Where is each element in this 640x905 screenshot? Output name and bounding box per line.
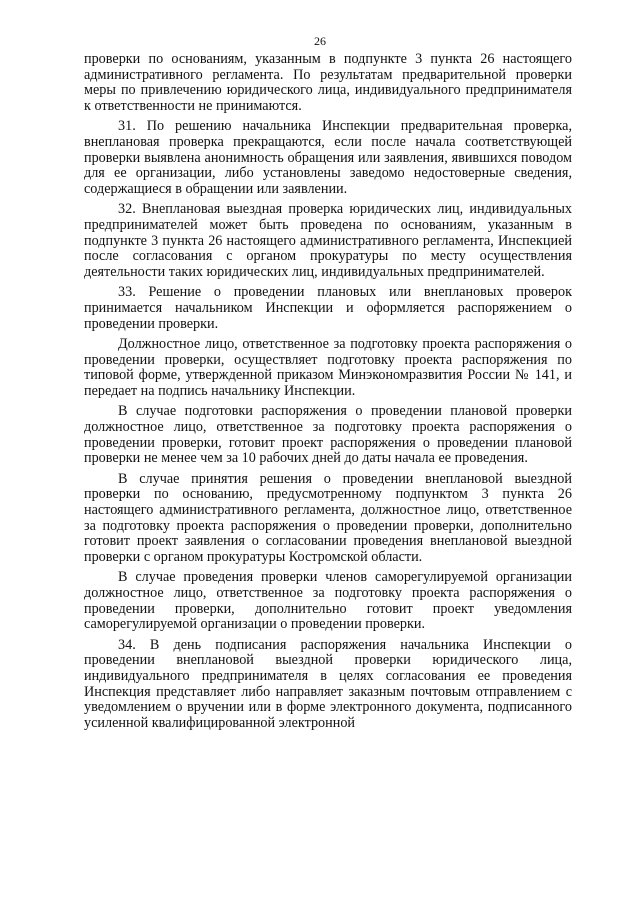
paragraph: 34. В день подписания распоряжения начальника Инспекции о проведении внеплановой выездной проверки юридического лица, индивидуального предпринимателя в целях согласования ее проведения Инспекция представляет либо направляет заказным почтовым отправлением с уведомлением о вручении или в форме электронного документа, подписанного усиленной квалифицированной электронной bbox=[84, 636, 572, 731]
document-body bbox=[84, 52, 572, 736]
paragraph: проверки по основаниям, указанным в подпункте 3 пункта 26 настоящего административного регламента. По результатам предварительной проверки меры по привлечению юридического лица, индивидуального предпринимателя к ответственности не принимаются. bbox=[84, 51, 572, 114]
paragraph: Должностное лицо, ответственное за подготовку проекта распоряжения о проведении проверки, осуществляет подготовку проекта распоряжения по типовой форме, утвержденной приказом Минэкономразвития России № 141, и передает на подпись начальнику Инспекции. bbox=[84, 336, 572, 399]
paragraph: В случае принятия решения о проведении внеплановой выездной проверки по основанию, предусмотренному подпунктом 3 пункта 26 настоящего административного регламента, должностное лицо, ответственное за подготовку проекта распоряжения о проведении проверки, дополнительно готовит проект заявления о согласовании проведения внеплановой выездной проверки с органом прокуратуры Костромской области. bbox=[84, 470, 572, 565]
paragraph: В случае подготовки распоряжения о проведении плановой проверки должностное лицо, ответственное за подготовку проекта распоряжения о проведении проверки, готовит проект распоряжения о проведении плановой проверки не менее чем за 10 рабочих дней до даты начала ее проведения. bbox=[84, 403, 572, 467]
page-number: 26 bbox=[314, 34, 326, 48]
paragraph: 31. По решению начальника Инспекции предварительная проверка, внеплановая проверка прекращаются, если после начала соответствующей проверки выявлена анонимность обращения или заявления, явившихся поводом для ее организации, либо установлены заведомо недостоверные сведения, содержащиеся в обращении или заявлении. bbox=[84, 118, 572, 197]
paragraph: 32. Внеплановая выездная проверка юридических лиц, индивидуальных предпринимателей может быть проведена по основаниям, указанным в подпункте 3 пункта 26 настоящего административного регламента, Инспекцией после согласования с органом прокуратуры по месту осуществления деятельности таких юридических лиц, индивидуальных предпринимателей. bbox=[84, 201, 572, 280]
paragraph: 33. Решение о проведении плановых или внеплановых проверок принимается начальником Инспекции и оформляется распоряжением о проведении проверки. bbox=[84, 284, 572, 332]
paragraph: В случае проведения проверки членов саморегулируемой организации должностное лицо, ответственное за подготовку проекта распоряжения о проведении проверки, дополнительно готовит проект уведомления саморегулируемой организации о проведении проверки. bbox=[84, 569, 572, 633]
